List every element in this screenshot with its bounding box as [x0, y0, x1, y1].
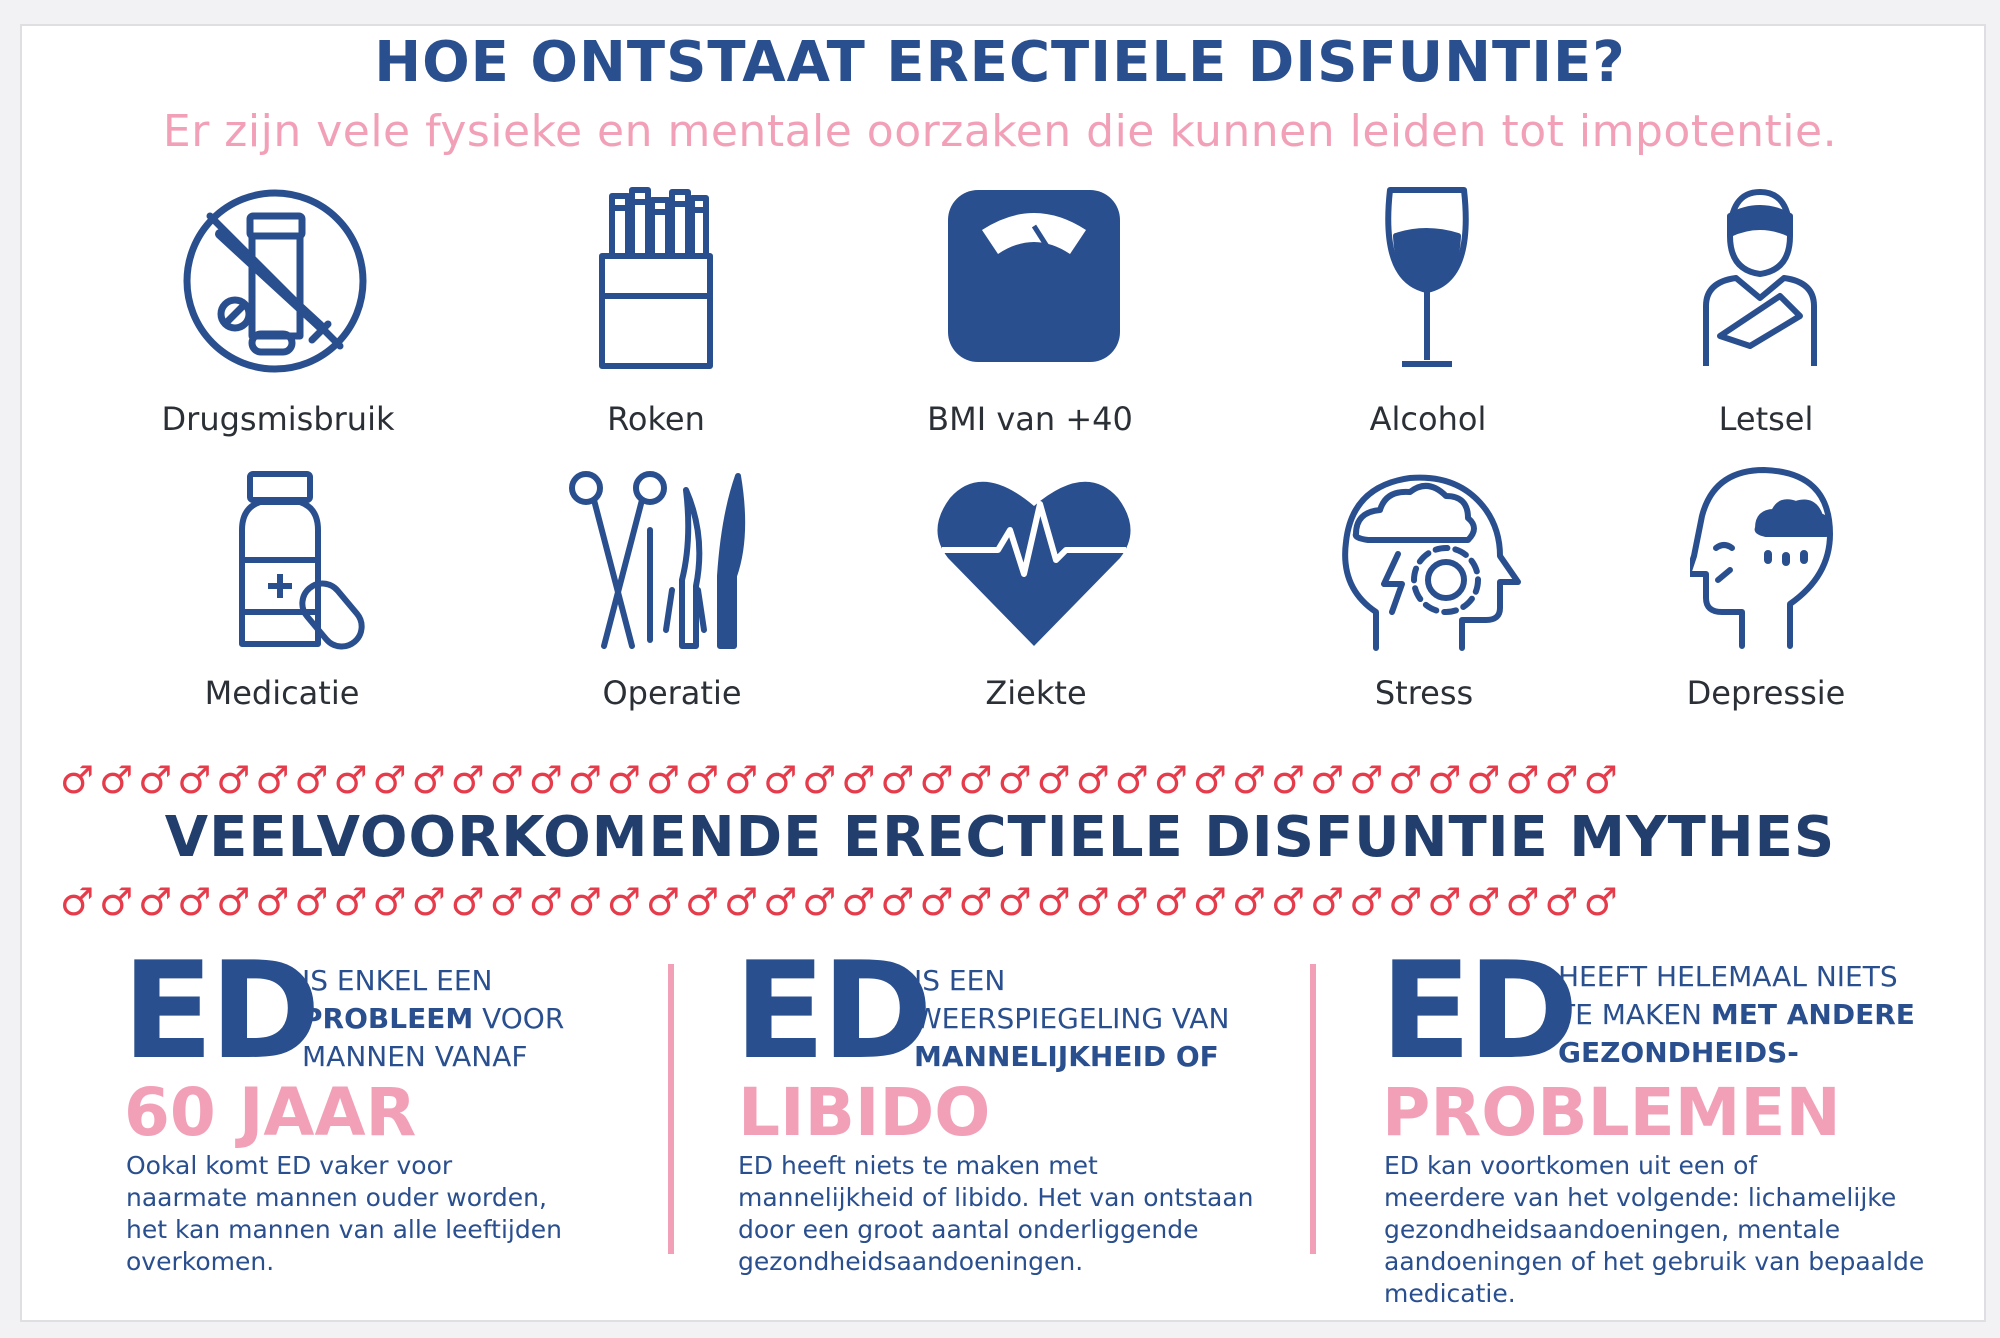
myth-3-intro-line-1: HEEFT HELEMAAL NIETS	[1558, 960, 1898, 993]
myth-3-description	[1384, 1150, 1924, 1310]
myth-1-desc-line: Ookal komt ED vaker voor	[126, 1151, 453, 1180]
myth-2-intro-line-1: IS EEN	[914, 964, 1006, 997]
myth-1-desc-line: overkomen.	[126, 1247, 275, 1276]
myth-2-desc-line: mannelijkheid of libido. Het van ontstaan	[738, 1183, 1254, 1212]
column-divider-1	[668, 964, 674, 1254]
myth-2-desc-line: ED heeft niets te maken met	[738, 1151, 1098, 1180]
myth-3-highlight: PROBLEMEN	[1382, 1074, 1841, 1151]
myth-1-ed: ED	[122, 933, 317, 1089]
wine-glass-icon	[1382, 186, 1472, 370]
myth-3-desc-line: ED kan voortkomen uit een of	[1384, 1151, 1758, 1180]
myth-2-intro	[914, 962, 1229, 1076]
myth-3-intro-plain: TE MAKEN	[1558, 998, 1711, 1031]
cause-label-alcohol: Alcohol	[1369, 400, 1487, 438]
cigarettes-icon	[596, 186, 716, 370]
myth-1-intro-line-1: IS ENKEL EEN	[302, 964, 493, 997]
myth-2-intro-bold: MANNELIJKHEID OF	[914, 1040, 1219, 1073]
cause-label-stress: Stress	[1374, 674, 1474, 712]
myth-2-highlight: LIBIDO	[738, 1074, 991, 1151]
page-subtitle: Er zijn vele fysieke en mentale oorzaken die kunnen leiden tot impotentie.	[162, 106, 1838, 157]
myth-3-desc-line: aandoeningen of het gebruik van bepaalde	[1384, 1247, 1925, 1276]
injured-person-icon	[1700, 186, 1820, 370]
myth-3-ed: ED	[1380, 933, 1575, 1089]
mars-symbol-row-top: ♂♂♂♂♂♂♂♂♂♂♂♂♂♂♂♂♂♂♂♂♂♂♂♂♂♂♂♂♂♂♂♂♂♂♂♂♂♂♂♂	[60, 758, 1623, 802]
myth-2-intro-line-2: WEERSPIEGELING VAN	[914, 1002, 1230, 1035]
heartbeat-icon	[936, 470, 1132, 650]
myth-2-intro-line-3	[914, 1038, 1229, 1076]
myth-2-ed: ED	[734, 933, 929, 1089]
myth-2-description	[738, 1150, 1254, 1278]
mars-symbol-row-bottom: ♂♂♂♂♂♂♂♂♂♂♂♂♂♂♂♂♂♂♂♂♂♂♂♂♂♂♂♂♂♂♂♂♂♂♂♂♂♂♂♂	[60, 880, 1623, 924]
myths-title: VEELVOORKOMENDE ERECTIELE DISFUNTIE MYTHES	[164, 805, 1836, 870]
medicine-bottle-icon	[220, 470, 370, 650]
myth-3-intro-bold-2: GEZONDHEIDS-	[1558, 1036, 1799, 1069]
myth-1-intro-line-3: MANNEN VANAF	[302, 1040, 528, 1073]
myth-3-intro-bold: MET ANDERE	[1710, 998, 1915, 1031]
no-drugs-icon	[180, 186, 370, 376]
myth-3-intro	[1558, 958, 1915, 1072]
page-title: HOE ONTSTAAT ERECTIELE DISFUNTIE?	[374, 30, 1626, 95]
depression-head-icon	[1690, 466, 1840, 652]
myth-1-desc-line: naarmate mannen ouder worden,	[126, 1183, 547, 1212]
cause-label-letsel: Letsel	[1718, 400, 1814, 438]
cause-label-drugsmisbruik: Drugsmisbruik	[161, 400, 395, 438]
myth-3-desc-line: meerdere van het volgende: lichamelijke	[1384, 1183, 1897, 1212]
myth-3-desc-line: medicatie.	[1384, 1279, 1516, 1308]
myth-1-desc-line: het kan mannen van alle leeftijden	[126, 1215, 562, 1244]
scale-icon	[944, 186, 1124, 366]
myth-1-highlight: 60 JAAR	[124, 1074, 417, 1151]
cause-label-medicatie: Medicatie	[204, 674, 360, 712]
cause-label-operatie: Operatie	[602, 674, 742, 712]
cause-label-depressie: Depressie	[1686, 674, 1846, 712]
cause-label-ziekte: Ziekte	[985, 674, 1087, 712]
myth-2-desc-line: gezondheidsaandoeningen.	[738, 1247, 1084, 1276]
stress-head-icon	[1336, 470, 1522, 654]
myth-3-intro-line-3	[1558, 1034, 1915, 1072]
myth-1-description	[126, 1150, 562, 1278]
myth-1-intro-bold: PROBLEEM	[302, 1002, 474, 1035]
surgical-tools-icon	[566, 470, 756, 650]
cause-label-bmi: BMI van +40	[927, 400, 1133, 438]
myth-1-intro-rest: VOOR	[473, 1002, 565, 1035]
myth-3-intro-line-2	[1558, 996, 1915, 1034]
myth-1-intro-line-2	[302, 1000, 564, 1038]
cause-label-roken: Roken	[607, 400, 705, 438]
myth-1-intro	[302, 962, 564, 1076]
myth-3-desc-line: gezondheidsaandoeningen, mentale	[1384, 1215, 1841, 1244]
myth-2-desc-line: door een groot aantal onderliggende	[738, 1215, 1199, 1244]
column-divider-2	[1310, 964, 1316, 1254]
